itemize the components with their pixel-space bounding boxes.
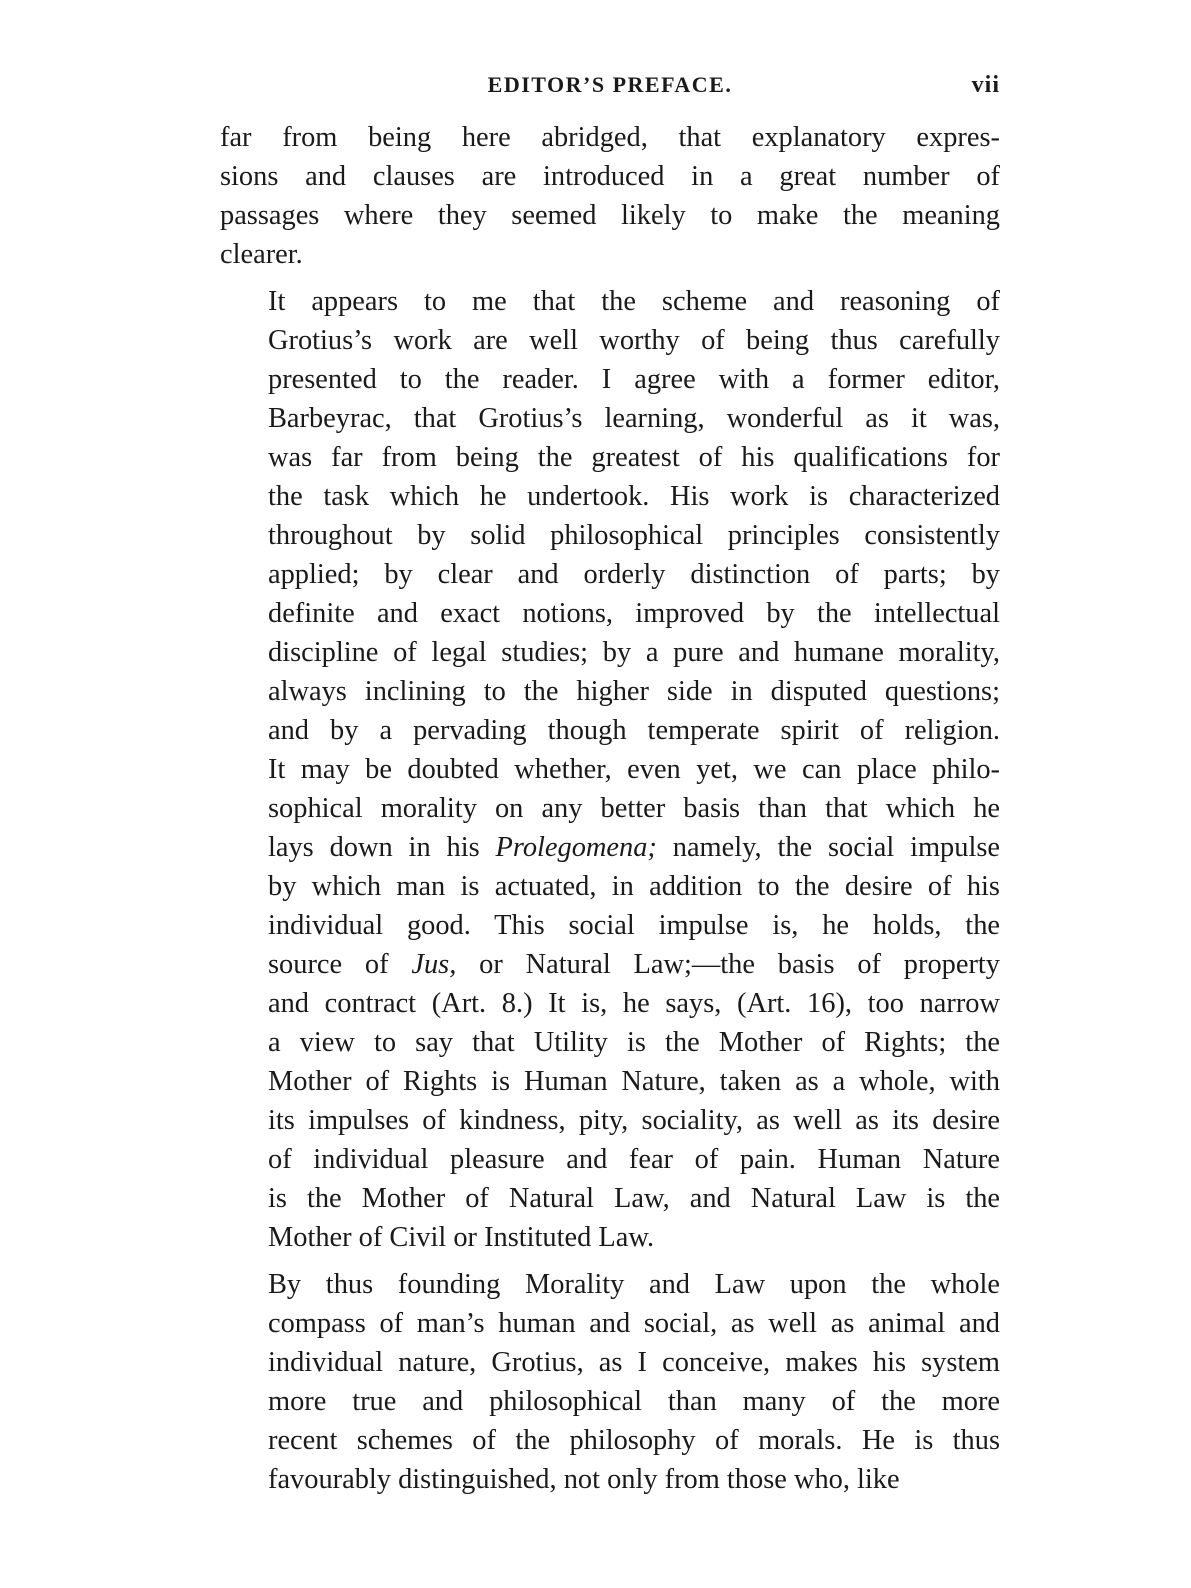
text-line: by which man is actuated, in addition to the desire of his xyxy=(268,871,1000,902)
book-page xyxy=(220,60,1000,1507)
text-line: presented to the reader. I agree with a former editor, xyxy=(268,364,1000,395)
text-line: favourably distinguished, not only from those who, like xyxy=(268,1464,900,1495)
text-line: definite and exact notions, improved by the intellectual xyxy=(268,598,1000,629)
text-line: applied; by clear and orderly distinction of parts; by xyxy=(268,559,1000,590)
text-line: sions and clauses are introduced in a great number of xyxy=(220,161,1000,192)
text-line: discipline of legal studies; by a pure and humane morality, xyxy=(268,637,1000,668)
page-number: vii xyxy=(971,72,1000,98)
text-line: and by a pervading though temperate spirit of religion. xyxy=(268,715,1000,746)
text-line: Grotius’s work are well worthy of being thus carefully xyxy=(268,325,1000,356)
text-line: a view to say that Utility is the Mother of Rights; the xyxy=(268,1027,1000,1058)
text-line: It appears to me that the scheme and reasoning of xyxy=(268,286,1000,317)
text-line: lays down in his Prolegomena; namely, the social impulse xyxy=(268,832,1000,863)
text-line: By thus founding Morality and Law upon the whole xyxy=(268,1269,1000,1300)
text-line: passages where they seemed likely to make the meaning xyxy=(220,200,1000,231)
text-line: is the Mother of Natural Law, and Natural Law is the xyxy=(268,1183,1000,1214)
text-line: Mother of Civil or Instituted Law. xyxy=(268,1222,655,1253)
paragraph-p3 xyxy=(220,1265,1000,1499)
text-line: the task which he undertook. His work is characterized xyxy=(268,481,1000,512)
text-line: throughout by solid philosophical principles consistently xyxy=(268,520,1000,551)
text-line: was far from being the greatest of his qualifications for xyxy=(268,442,1000,473)
text-line: individual nature, Grotius, as I conceive, makes his system xyxy=(268,1347,1000,1378)
paragraph-p1 xyxy=(220,118,1000,274)
running-title: EDITOR’S PREFACE. xyxy=(487,72,733,97)
text-line: Mother of Rights is Human Nature, taken as a whole, with xyxy=(268,1066,1000,1097)
text-line: It may be doubted whether, even yet, we can place philo- xyxy=(268,754,1000,785)
body-text xyxy=(220,118,1000,1499)
text-line: compass of man’s human and social, as well as animal and xyxy=(268,1308,1000,1339)
text-line: far from being here abridged, that explanatory expres- xyxy=(220,122,1000,153)
text-line: its impulses of kindness, pity, sociality, as well as its desire xyxy=(268,1105,1000,1136)
text-line: individual good. This social impulse is, he holds, the xyxy=(268,910,1000,941)
text-line: and contract (Art. 8.) It is, he says, (Art. 16), too narrow xyxy=(268,988,1000,1019)
text-line: sophical morality on any better basis than that which he xyxy=(268,793,1000,824)
paragraph-p2 xyxy=(220,282,1000,1257)
text-line: recent schemes of the philosophy of morals. He is thus xyxy=(268,1425,1000,1456)
running-head xyxy=(220,60,1000,114)
text-line: more true and philosophical than many of the more xyxy=(268,1386,1000,1417)
text-line: of individual pleasure and fear of pain. Human Nature xyxy=(268,1144,1000,1175)
text-line: source of Jus, or Natural Law;—the basis of property xyxy=(268,949,1000,980)
text-line: clearer. xyxy=(220,239,303,270)
text-line: Barbeyrac, that Grotius’s learning, wonderful as it was, xyxy=(268,403,1000,434)
text-line: always inclining to the higher side in disputed questions; xyxy=(268,676,1000,707)
